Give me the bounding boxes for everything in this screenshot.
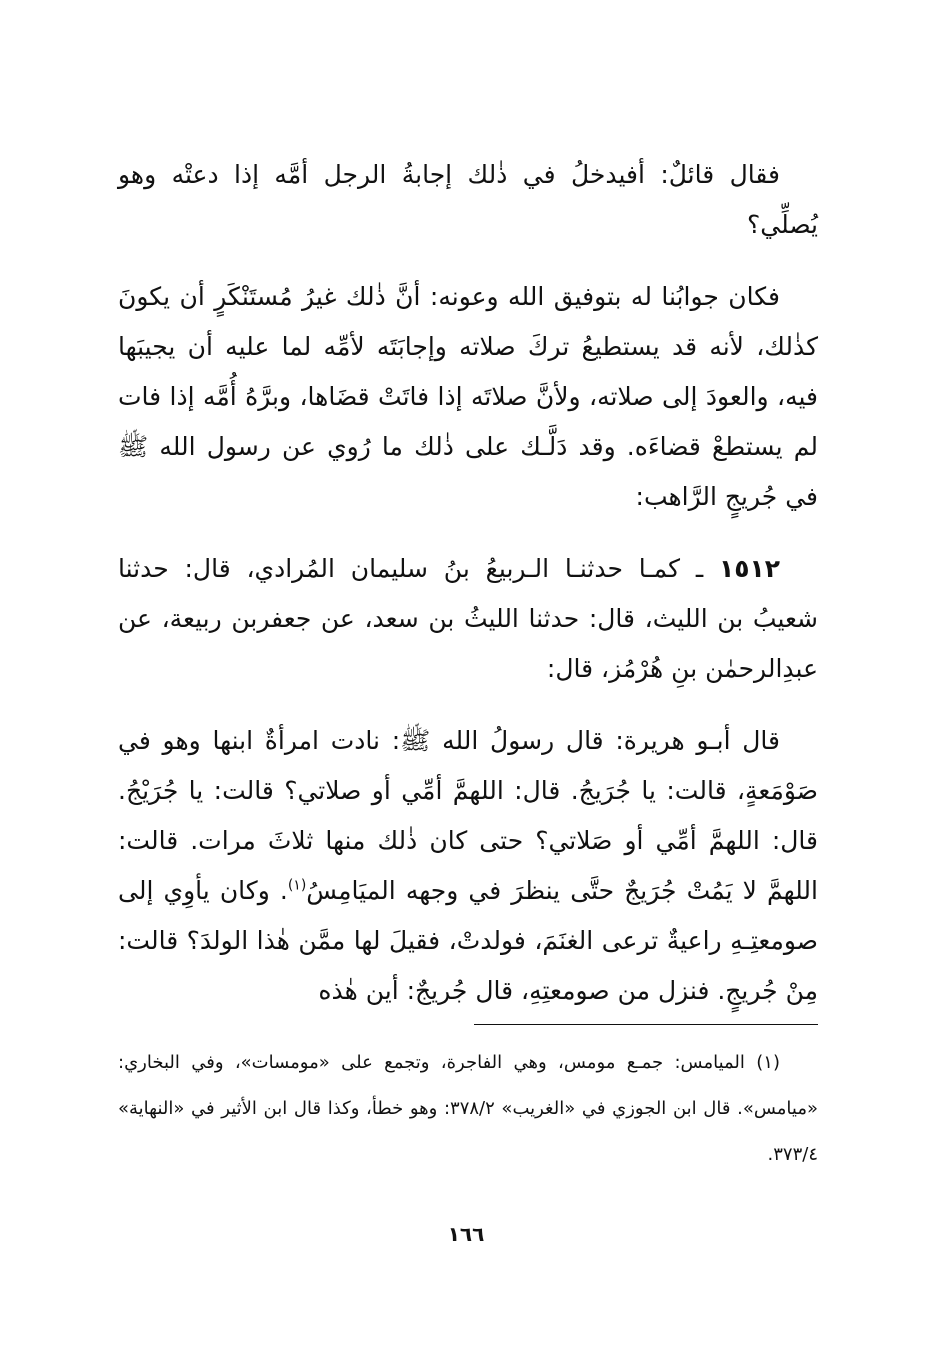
answer-paragraph: فكان جوابُنا له بتوفيق الله وعونه: أنَّ ذٰلك غيرُ مُستَنْكَرٍ أن يكونَ كذٰلك، لأنه قد يستطيعُ تركَ صلاته وإجابَتَه لأمِّه لما عليه أن يجيبَها فيه، والعودَ إلى صلاته، ولأنَّ صلاتَه إذا فاتَتْ قضَاها، وبرَّهُ أُمَّه إذا فات لم يستطعْ قضاءَه. وقد دَلَّـك على ذٰلك ما رُوي عن رسول الله ﷺ في جُريجٍ الرَّاهب: xyxy=(118,282,818,511)
footnote-1: (١) الميامس: جمـع مومس، وهي الفاجرة، وتجمع على «مومسات»، وفي البخاري: «ميامس». قال ابن الجوزي في «الغريب» ٣٧٨/٢: وهو خطأ، وكذا قال ابن الأثير في «النهاية» ٣٧٣/٤. xyxy=(118,1052,818,1165)
narration-paragraph xyxy=(118,716,818,1016)
hadith-chain-paragraph xyxy=(118,544,818,694)
page-number: ١٦٦ xyxy=(447,1222,485,1246)
main-text xyxy=(118,150,818,1038)
hadith-chain-text: ـ كمـا حدثنـا الـربيعُ بنُ سليمان المُرادي، قال: حدثنا شعيبُ بن الليث، قال: حدثنا الليثُ بن سعد، عن جعفربن ربيعة، عن عبدِالرحمٰن بنِ هُرْمُز، قال: xyxy=(118,554,818,683)
footnote-separator xyxy=(474,1024,818,1025)
narration-text-start: قال أبـو هريرة: قال رسولُ الله ﷺ: نادت امرأةٌ ابنها وهو في صَوْمَعةٍ، قالت: يا جُرَيجُ. قال: اللهمَّ أمِّي أو صلاتي؟ قالت: يا جُرَيْجُ. قال: اللهمَّ أمِّي أو صَلاتي؟ حتى كان ذٰلك منها ثلاثَ مرات. قالت: اللهمَّ لا يَمُتْ جُرَيجٌ حتَّى ينظرَ في وجهه الميَامِسُ xyxy=(118,726,818,905)
question-paragraph: فقال قائلٌ: أفيدخلُ في ذٰلك إجابةُ الرجل أمَّه إذا دعتْه وهو يُصلِّي؟ xyxy=(118,160,818,239)
hadith-number: ١٥١٢ xyxy=(718,554,780,583)
footnotes xyxy=(118,1040,818,1178)
narration-text-end: . وكان يأوِي إلى صومعتِـهِ راعيةٌ ترعى الغنَمَ، فولدتْ، فقيلَ لها ممَّن هٰذا الولدَ؟ قالت: مِنْ جُريجٍ. فنزل من صومعتِهِ، قال جُريجٌ: أين هٰذه xyxy=(118,876,818,1005)
footnote-reference[interactable]: (١) xyxy=(287,877,307,894)
